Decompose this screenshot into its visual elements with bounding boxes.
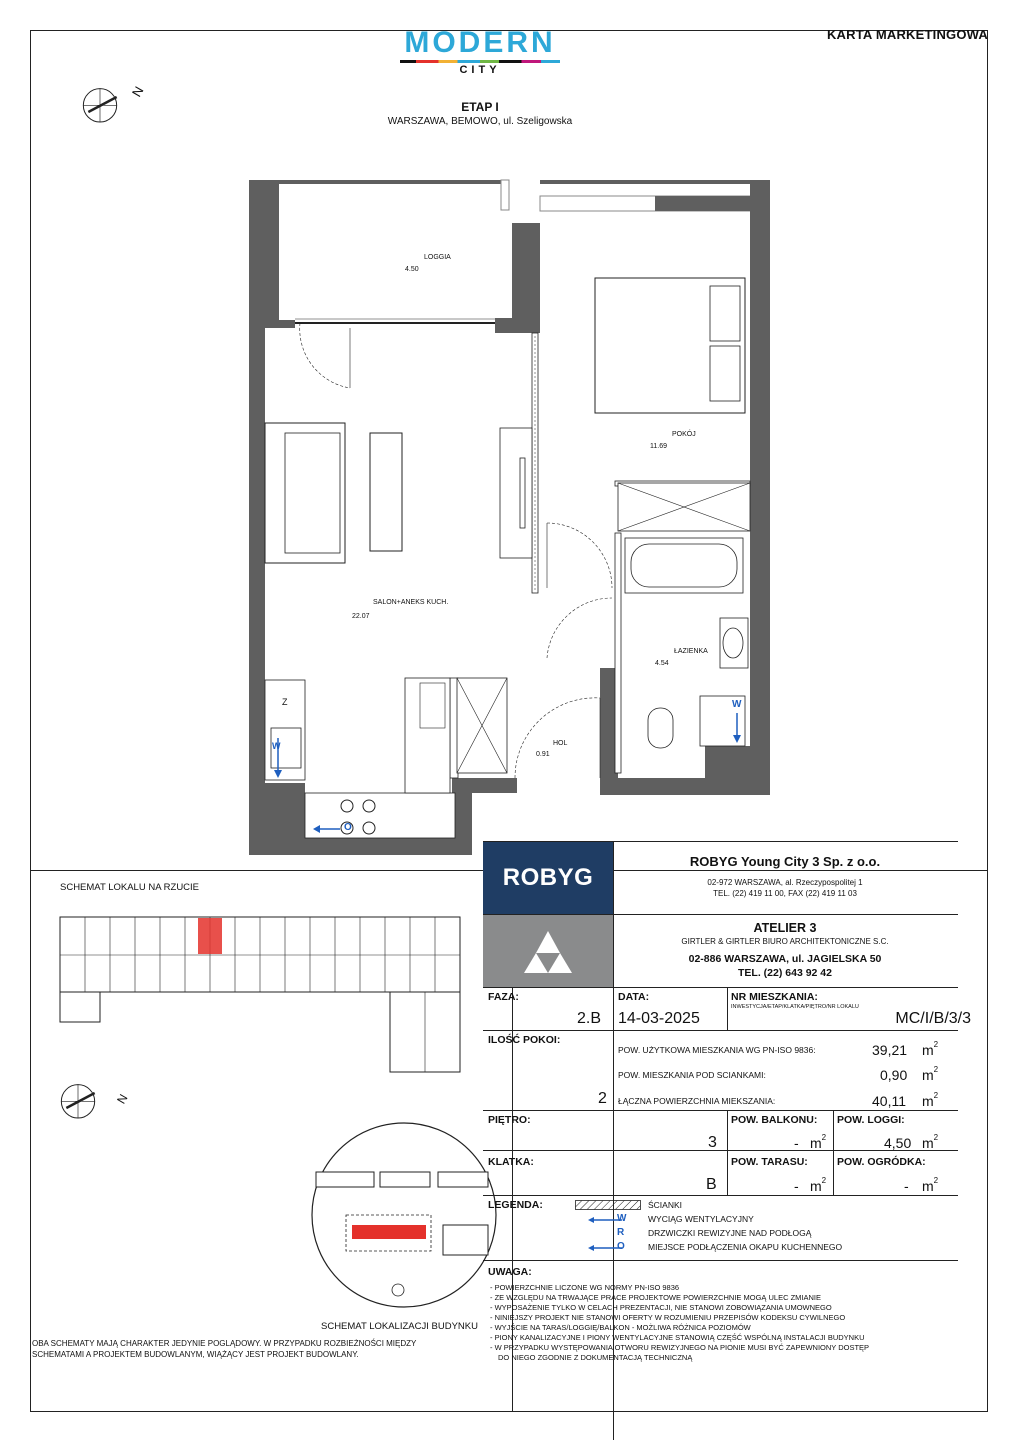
- pow-lacz-value: 40,11: [872, 1093, 906, 1109]
- pow-uzyt-value: 39,21: [872, 1042, 908, 1058]
- data-value: 14-03-2025: [618, 1010, 700, 1027]
- developer-phone: TEL. (22) 419 11 00, FAX (22) 419 11 03: [713, 889, 857, 898]
- schemat-budynku-label: SCHEMAT LOKALIZACJI BUDYNKU: [321, 1321, 478, 1332]
- pow-scian-label: POW. MIESZKANIA POD SCIANKAMI:: [618, 1070, 766, 1080]
- logo-city-text: CITY: [459, 64, 501, 76]
- architect-phone: TEL. (22) 643 92 42: [738, 967, 832, 979]
- pow-lacz-unit: $m^2$: [922, 1091, 939, 1109]
- salon-name: SALON+ANEKS KUCH.: [373, 599, 449, 606]
- balkon-value: -: [794, 1135, 799, 1151]
- atelier-logo: [483, 914, 613, 987]
- note-item: - WYJŚCIE NA TARAS/LOGGIĘ/BALKON - MOŻLIWA RÓŻNICA POZIOMÓW: [490, 1323, 751, 1332]
- floor-schema: [50, 912, 470, 1082]
- grid-line: [483, 987, 958, 988]
- loggia-left-wall: [249, 180, 279, 320]
- hol-area: 0.91: [536, 751, 550, 758]
- legend-key-o: O: [617, 1241, 625, 1252]
- unit-highlight: [198, 918, 222, 954]
- architect-name: ATELIER 3: [753, 921, 817, 935]
- coffee-table: [370, 433, 402, 551]
- pokoj-name: POKÓJ: [672, 431, 696, 438]
- grid-line: [483, 1195, 958, 1196]
- architect-sub: GIRTLER & GIRTLER BIURO ARCHITEKTONICZNE S.C.: [681, 937, 889, 946]
- right-outer-wall: [750, 180, 770, 795]
- legend-key-r: R: [617, 1227, 625, 1238]
- note-item: - PIONY KANALIZACYJNE I PIONY WENTYLACYJNE STANOWIĄ CZĘŚĆ WSPÓLNĄ INSTALACJI BUDYNKU: [490, 1333, 865, 1342]
- pokoje-label: ILOŚĆ POKOI:: [488, 1034, 561, 1046]
- loggia-top-wall: [249, 180, 509, 184]
- north-compass-small-icon: [58, 1078, 108, 1128]
- data-label: DATA:: [618, 991, 650, 1003]
- legend-item-vent: WYCIĄG WENTYLACYJNY: [648, 1214, 754, 1224]
- project-address: WARSZAWA, BEMOWO, ul. Szeligowska: [387, 116, 573, 127]
- etap-title: ETAP I: [461, 100, 499, 114]
- lazienka-area: 4.54: [655, 660, 669, 667]
- grid-line: [727, 987, 728, 1030]
- grid-line: [483, 1260, 958, 1261]
- logo-color-bar: [400, 60, 560, 63]
- ogrodek-label: POW. OGRÓDKA:: [837, 1156, 926, 1168]
- robyg-logo: ROBYG: [483, 841, 613, 914]
- taras-value: -: [794, 1178, 799, 1194]
- ogrodek-unit: $m^2$: [922, 1176, 939, 1194]
- pow-uzyt-label: POW. UŻYTKOWA MIESZKANIA WG PN-ISO 9836:: [618, 1045, 816, 1055]
- pow-scian-unit: $m^2$: [922, 1065, 939, 1083]
- nr-label: NR MIESZKANIA:: [731, 991, 818, 1003]
- karta-title: KARTA MARKETINGOWA: [826, 27, 988, 42]
- site-schema: [298, 1120, 510, 1310]
- architect-address: 02-886 WARSZAWA, ul. JAGIELSKA 50: [688, 953, 882, 965]
- wall-hatch-icon: [575, 1200, 641, 1210]
- vent-w-bath: W: [732, 699, 742, 710]
- grid-line: [833, 1110, 834, 1195]
- pow-scian-value: 0,90: [880, 1067, 908, 1083]
- loggia-unit: $m^2$: [922, 1133, 939, 1151]
- triple-a-icon: [518, 927, 578, 975]
- faza-value: 2.B: [577, 1010, 602, 1027]
- building-highlight: [352, 1225, 426, 1239]
- hol-name: HOL: [553, 740, 568, 747]
- developer-address: 02-972 WARSZAWA, al. Rzeczypospolitej 1: [707, 878, 863, 887]
- loggia-name: LOGGIA: [424, 254, 451, 261]
- logo-modern-text: [400, 28, 560, 58]
- legend-item-hood: MIEJSCE PODŁĄCZENIA OKAPU KUCHENNEGO: [648, 1242, 843, 1252]
- grid-line: [727, 1110, 728, 1195]
- nr-sub-label: INWESTYCJA/ETAP/KLATKA/PIĘTRO/NR LOKALU: [731, 1004, 859, 1010]
- grid-line: [483, 1030, 958, 1031]
- toilet: [648, 708, 673, 748]
- grid-line: [613, 987, 614, 1110]
- nr-value: MC/I/B/3/3: [895, 1010, 971, 1027]
- loggia-area: 4.50: [405, 266, 419, 273]
- loggia-label: POW. LOGGI:: [837, 1114, 905, 1126]
- legend-item-walls: ŚCIANKI: [648, 1200, 683, 1210]
- legend-item-revision: DRZWICZKI REWIZYJNE NAD PODŁOGĄ: [648, 1228, 812, 1238]
- note-item: - ZE WZGLĘDU NA TRWAJĄCE PRACE PROJEKTOWE POWIERZCHNIE MOGĄ ULEC ZMIANIE: [490, 1293, 822, 1302]
- balkon-unit: $m^2$: [810, 1133, 827, 1151]
- floor-plan: [245, 178, 775, 858]
- note-item: - WYPOSAŻENIE TYLKO W CELACH PREZENTACJI, NIE STANOWI ZOBOWIĄZANIA UMOWNEGO: [490, 1303, 832, 1312]
- compass-n-label-small: N: [114, 1091, 131, 1107]
- pow-uzyt-unit: $m^2$: [922, 1040, 939, 1058]
- note-item: DO NIEGO ZGODNIE Z DOKUMENTACJĄ TECHNICZNĄ: [498, 1353, 693, 1362]
- schemat-rzut-label: SCHEMAT LOKALU NA RZUCIE: [60, 882, 200, 893]
- klatka-label: KLATKA:: [488, 1156, 534, 1168]
- disclaimer-text: OBA SCHEMATY MAJĄ CHARAKTER JEDYNIE POGLĄDOWY. W PRZYPADKU ROZBIEŻNOŚCI MIĘDZY SCHEMATAMI A PROJEKTEM BUDOWLANYM, WIĄŻĄCY JEST PROJEKT BUDOWLANY.: [32, 1339, 417, 1359]
- developer-name: ROBYG Young City 3 Sp. z o.o.: [689, 854, 881, 869]
- tv-unit: [500, 428, 532, 558]
- grid-line: [483, 841, 958, 842]
- pow-lacz-label: ŁĄCZNA POWIERZCHNIA MIEKSZANIA:: [618, 1096, 776, 1106]
- pietro-value: 3: [708, 1134, 717, 1151]
- north-compass-icon: [80, 82, 130, 132]
- note-item: - POWIERZCHNIE LICZONE WG NORMY PN-ISO 9836: [490, 1283, 680, 1292]
- compass-n-label: N: [128, 83, 147, 100]
- legend-title: LEGENDA:: [488, 1199, 543, 1211]
- logo-modern-letters: MODERN: [404, 26, 556, 59]
- modern-city-logo: [400, 28, 560, 76]
- pokoje-value: 2: [598, 1090, 607, 1107]
- left-outer-wall: [249, 320, 265, 855]
- balkon-label: POW. BALKONU:: [731, 1114, 818, 1126]
- hood-o-marker: O: [344, 822, 352, 833]
- taras-unit: $m^2$: [810, 1176, 827, 1194]
- lazienka-name: ŁAZIENKA: [674, 648, 708, 655]
- faza-label: FAZA:: [488, 991, 519, 1003]
- legend-key-w: W: [617, 1213, 627, 1224]
- uwaga-notes: [490, 1283, 960, 1363]
- note-item: - W PRZYPADKU WYSTĘPOWANIA OTWORU REWIZYJNEGO NA PIONIE MUSI BYĆ ZAPEWNIONY DOSTĘP: [490, 1343, 870, 1352]
- fridge-label: Z: [282, 697, 288, 707]
- pietro-label: PIĘTRO:: [488, 1114, 531, 1126]
- loggia-value: 4,50: [884, 1135, 912, 1151]
- loggia-right-wall: [512, 223, 540, 333]
- note-item: - NINIEJSZY PROJEKT NIE STANOWI OFERTY W ROZUMIENIU PRZEPISÓW KODEKSU CYWILNEGO: [490, 1313, 846, 1322]
- grid-line: [483, 914, 958, 915]
- grid-line: [483, 1110, 958, 1111]
- pokoj-area: 11.69: [650, 443, 667, 450]
- bottom-outer-wall: [265, 838, 472, 855]
- vent-w-kitchen: W: [272, 741, 281, 751]
- salon-area: 22.07: [352, 613, 370, 620]
- uwaga-title: UWAGA:: [488, 1266, 532, 1278]
- ogrodek-value: -: [904, 1178, 909, 1194]
- klatka-value: B: [706, 1176, 717, 1193]
- kitchen-counter: [305, 793, 455, 838]
- taras-label: POW. TARASU:: [731, 1156, 808, 1168]
